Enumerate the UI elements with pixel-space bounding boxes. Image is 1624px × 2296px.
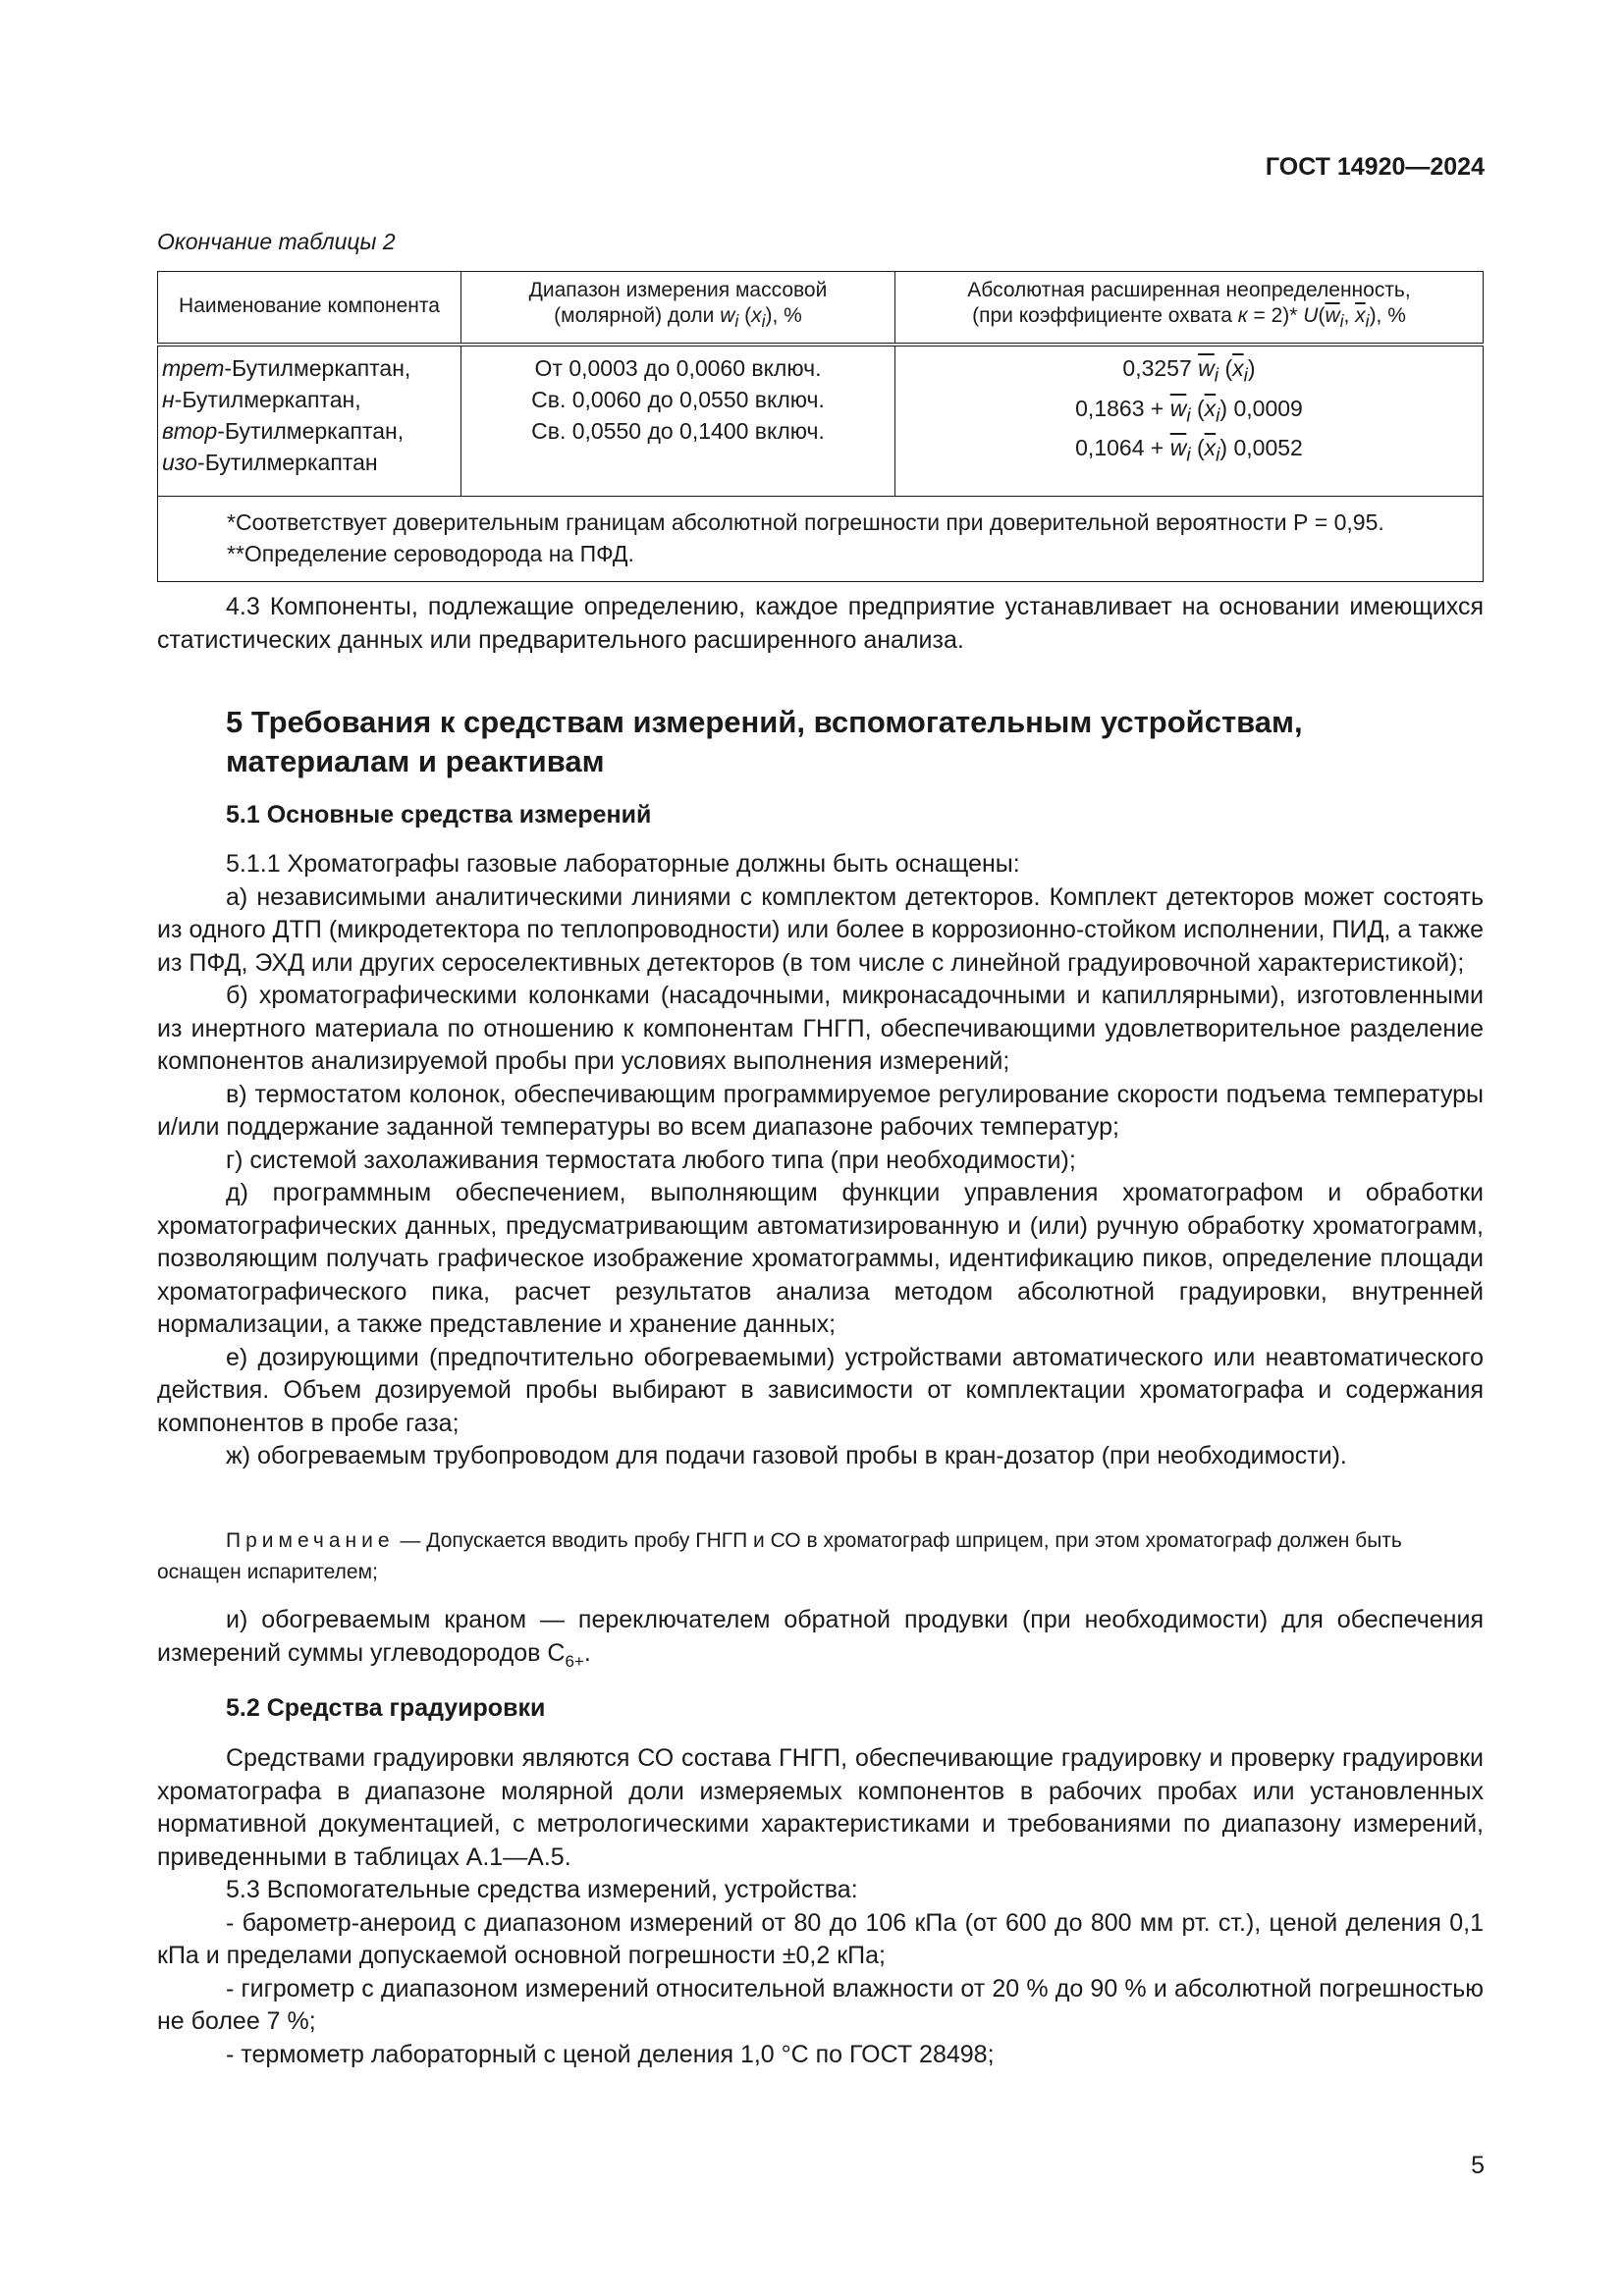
table-footnote: *Соответствует доверительным границам абсолютной погрешности при доверительной вероятности Р = 0,95. bbox=[227, 509, 1384, 535]
paragraph-4-3: 4.3 Компоненты, подлежащие определению, каждое предприятие устанавливает на основании имеющихся статистических данных или предварительного расширенного анализа. bbox=[157, 593, 1484, 654]
component-name: трет-Бутилмеркаптан, bbox=[162, 355, 411, 381]
aux-item: - термометр лабораторный с ценой деления 1,0 °С по ГОСТ 28498; bbox=[226, 2040, 995, 2068]
list-item: д) программным обеспечением, выполняющим функции управления хроматографом и обработки хроматографических данных, предусматривающим автоматизированную и (или) ручную обработку хроматограмм, позволяющим получать графическое изображение хроматограммы, идентификацию пиков, определение площади хроматографического пика, расчет результатов анализа методом абсолютной градуировки, внутренней нормализации, а также представление и хранение данных; bbox=[157, 1179, 1484, 1338]
paragraph-5-2: Средствами градуировки являются СО состава ГНГП, обеспечивающие градуировку и проверку градуировки хроматографа в диапазоне молярной доли измеряемых компонентов в рабочих пробах или установленных нормативной документацией, с метрологическими характеристиками и требованиями по диапазону измерений, приведенными в таблицах А.1—А.5. bbox=[157, 1744, 1484, 1871]
uncertainty-formula: $0,1064 + \overline{w}_i$ $(\overline{x}_i)$ 0,0052 bbox=[1075, 435, 1303, 466]
component-name: втор-Бутилмеркаптан, bbox=[162, 418, 405, 444]
component-name: изо-Бутилмеркаптан bbox=[162, 450, 378, 475]
list-item: б) хроматографическими колонками (насадочными, микронасадочными и капиллярными), изготовленными из инертного материала по отношению к компонентам ГНГП, обеспечивающими удовлетворительное разделение компонентов анализируемой пробы при условиях выполнения измерений; bbox=[157, 982, 1484, 1075]
uncertainty-formula: $0,1863 + \overline{w}_i$ $(\overline{x}_i)$ 0,0009 bbox=[1075, 395, 1303, 427]
table-notes-row bbox=[158, 497, 1484, 582]
item-i-block bbox=[157, 1604, 1484, 1678]
note-text: — Допускается вводить пробу ГНГП и СО в хроматограф шприцем, при этом хроматограф должен быть оснащен испарителем; bbox=[157, 1529, 1402, 1583]
uncertainty-cell bbox=[895, 345, 1484, 497]
section-5-2-body bbox=[157, 1742, 1484, 2071]
table-caption: Окончание таблицы 2 bbox=[157, 229, 396, 254]
list-item: в) термостатом колонок, обеспечивающим программируемое регулирование скорости подъема температуры и/или поддержание заданной температуры во всем диапазоне рабочих температур; bbox=[157, 1080, 1484, 1141]
subsection-5-2-heading: 5.2 Средства градуировки bbox=[226, 1694, 546, 1722]
list-item: г) системой захолаживания термостата любого типа (при необходимости); bbox=[226, 1146, 1076, 1174]
subsection-5-1-heading: 5.1 Основные средства измерений bbox=[226, 801, 652, 828]
section-5-heading: 5 Требования к средствам измерений, вспомогательным устройствам, материалам и реактивам bbox=[226, 705, 1303, 778]
range-value: Св. 0,0550 до 0,1400 включ. bbox=[531, 418, 825, 444]
component-name: н-Бутилмеркаптан, bbox=[162, 387, 361, 412]
header-range bbox=[461, 272, 895, 346]
header-component: Наименование компонента bbox=[158, 272, 461, 346]
header-uncertainty bbox=[895, 272, 1484, 346]
page-number: 5 bbox=[1471, 2152, 1485, 2179]
table-notes bbox=[158, 497, 1484, 582]
aux-item: - гигрометр с диапазоном измерений относительной влажности от 20 % до 90 % и абсолютной погрешностью не более 7 %; bbox=[157, 1974, 1484, 2035]
header-unc-line2: (при коэффициенте охвата к = 2)* $U(\overline{w}_i$, $\overline{x}_i$), % bbox=[972, 304, 1406, 332]
header-unc-line1: Абсолютная расширенная неопределенность, bbox=[967, 279, 1411, 302]
data-table bbox=[157, 271, 1484, 582]
list-item: е) дозирующими (предпочтительно обогреваемыми) устройствами автоматического или неавтоматического действия. Объем дозируемой пробы выбирают в зависимости от комплектации хроматографа и содержания компонентов в пробе газа; bbox=[157, 1343, 1484, 1437]
section-5-1-body bbox=[157, 848, 1484, 1473]
component-names-cell bbox=[158, 345, 461, 497]
header-range-line2: (молярной) доли $w_i$ $(x_i)$, % bbox=[554, 304, 802, 332]
ranges-cell bbox=[461, 345, 895, 497]
table-header-row bbox=[158, 272, 1484, 346]
standard-code: ГОСТ 14920—2024 bbox=[1265, 153, 1485, 181]
table-row bbox=[158, 345, 1484, 497]
table-footnote: **Определение сероводорода на ПФД. bbox=[227, 541, 634, 566]
uncertainty-formula: 0,3257 $\overline{w}_i$ $(\overline{x}_i)$ bbox=[1122, 355, 1256, 387]
note-block bbox=[157, 1525, 1484, 1588]
paragraph-5-3: 5.3 Вспомогательные средства измерений, устройства: bbox=[226, 1876, 858, 1903]
paragraph-5-1-1: 5.1.1 Хроматографы газовые лабораторные должны быть оснащены: bbox=[226, 850, 1020, 878]
header-range-line1: Диапазон измерения массовой bbox=[528, 279, 828, 302]
aux-item: - барометр-анероид с диапазоном измерений от 80 до 106 кПа (от 600 до 800 мм рт. ст.), ценой деления 0,1 кПа и пределами допускаемой основной погрешности ±0,2 кПа; bbox=[157, 1908, 1484, 1969]
paragraph-4-3-block bbox=[157, 591, 1484, 657]
list-item: ж) обогреваемым трубопроводом для подачи газовой пробы в кран-дозатор (при необходимости). bbox=[226, 1442, 1347, 1469]
list-item: а) независимыми аналитическими линиями с комплектом детекторов. Комплект детекторов может состоять из одного ДТП (микродетектора по теплопроводности) или более в коррозионно-стойком исполнении, ПИД, а также из ПФД, ЭХД или других сероселективных детекторов (в том числе с линейной градуировочной характеристикой); bbox=[157, 882, 1484, 977]
list-item: и) обогреваемым краном — переключателем обратной продувки (при необходимости) для обеспечения измерений суммы углеводородов $С_{6+}$. bbox=[157, 1606, 1484, 1671]
note-label: Примечание bbox=[226, 1529, 395, 1552]
range-value: Св. 0,0060 до 0,0550 включ. bbox=[531, 387, 825, 412]
range-value: От 0,0003 до 0,0060 включ. bbox=[534, 355, 822, 381]
